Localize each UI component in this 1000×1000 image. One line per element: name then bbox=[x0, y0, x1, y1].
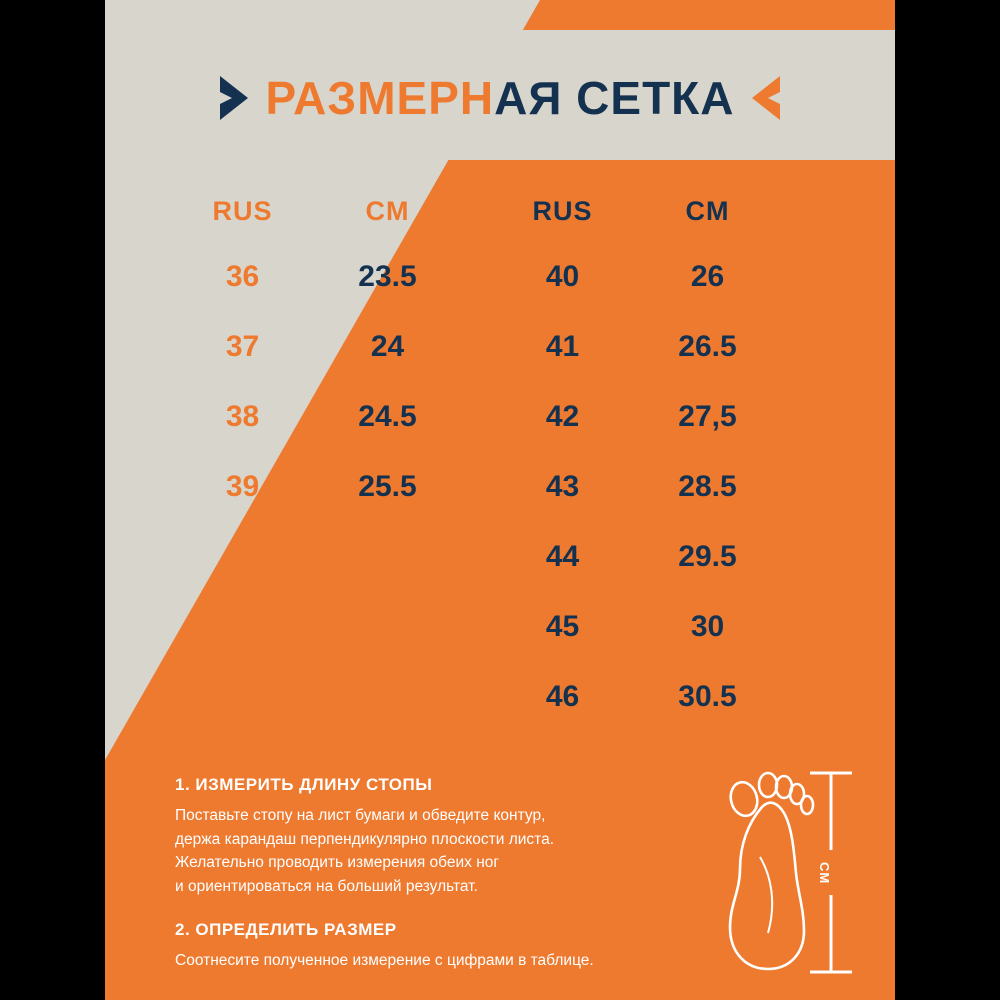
column-rus-right bbox=[490, 180, 635, 732]
table-row: 36 bbox=[225, 260, 260, 293]
table-row: 44 bbox=[545, 540, 580, 573]
table-row: 27,5 bbox=[678, 400, 737, 433]
table-row: 28.5 bbox=[678, 470, 737, 503]
table-row: 39 bbox=[225, 470, 260, 503]
instruction-step-2-line: Соотнесите полученное измерение с цифрами в таблице. bbox=[175, 952, 594, 970]
table-row: 24 bbox=[370, 330, 405, 363]
table-row: 24.5 bbox=[358, 400, 417, 433]
column-header-rus-right: RUS bbox=[532, 196, 593, 226]
page-title-part2: АЯ СЕТКА bbox=[494, 72, 735, 124]
size-table-right-block bbox=[490, 180, 780, 732]
table-row: 37 bbox=[225, 330, 260, 363]
column-cm-right bbox=[635, 180, 780, 732]
instruction-step-1-title: 1. ИЗМЕРИТЬ ДЛИНУ СТОПЫ bbox=[175, 775, 433, 794]
table-row: 26 bbox=[690, 260, 725, 293]
table-row: 29.5 bbox=[678, 540, 737, 573]
table-row: 25.5 bbox=[358, 470, 417, 503]
page-title bbox=[105, 58, 895, 138]
instruction-step-1-line: Желательно проводить измерения обеих ног bbox=[175, 854, 500, 872]
table-row: 23.5 bbox=[358, 260, 417, 293]
instruction-step-2-title: 2. ОПРЕДЕЛИТЬ РАЗМЕР bbox=[175, 920, 397, 940]
instruction-step-2 bbox=[175, 920, 695, 973]
table-row: 40 bbox=[545, 260, 580, 293]
chevron-right-icon bbox=[218, 74, 254, 122]
instructions bbox=[175, 775, 695, 973]
table-row: 46 bbox=[545, 680, 580, 713]
table-row: 30 bbox=[690, 610, 725, 643]
chevron-left-icon bbox=[746, 74, 782, 122]
table-row: 38 bbox=[225, 400, 260, 433]
column-header-rus-left: RUS bbox=[212, 196, 273, 226]
table-row: 45 bbox=[545, 610, 580, 643]
instruction-step-1-line: и ориентироваться на больший результат. bbox=[175, 877, 478, 895]
diagram-cm-label: CM bbox=[817, 862, 832, 885]
size-chart-poster bbox=[105, 0, 895, 1000]
table-row: 26.5 bbox=[678, 330, 737, 363]
page-title-part1: РАЗМЕРН bbox=[265, 72, 495, 124]
instruction-step-1 bbox=[175, 775, 695, 898]
footprint-icon bbox=[700, 765, 860, 980]
table-row: 30.5 bbox=[678, 680, 737, 713]
size-table bbox=[105, 180, 895, 732]
column-rus-left bbox=[170, 180, 315, 732]
instruction-step-1-line: Поставьте стопу на лист бумаги и обведите контур, bbox=[175, 807, 546, 824]
table-row: 42 bbox=[545, 400, 580, 433]
table-row: 41 bbox=[545, 330, 580, 363]
size-table-left-block bbox=[170, 180, 460, 732]
table-row: 43 bbox=[545, 470, 580, 503]
instruction-step-1-line: держа карандаш перпендикулярно плоскости листа. bbox=[175, 830, 555, 848]
column-cm-left bbox=[315, 180, 460, 732]
column-header-cm-right: CM bbox=[685, 196, 730, 226]
column-header-cm-left: CM bbox=[365, 196, 410, 226]
